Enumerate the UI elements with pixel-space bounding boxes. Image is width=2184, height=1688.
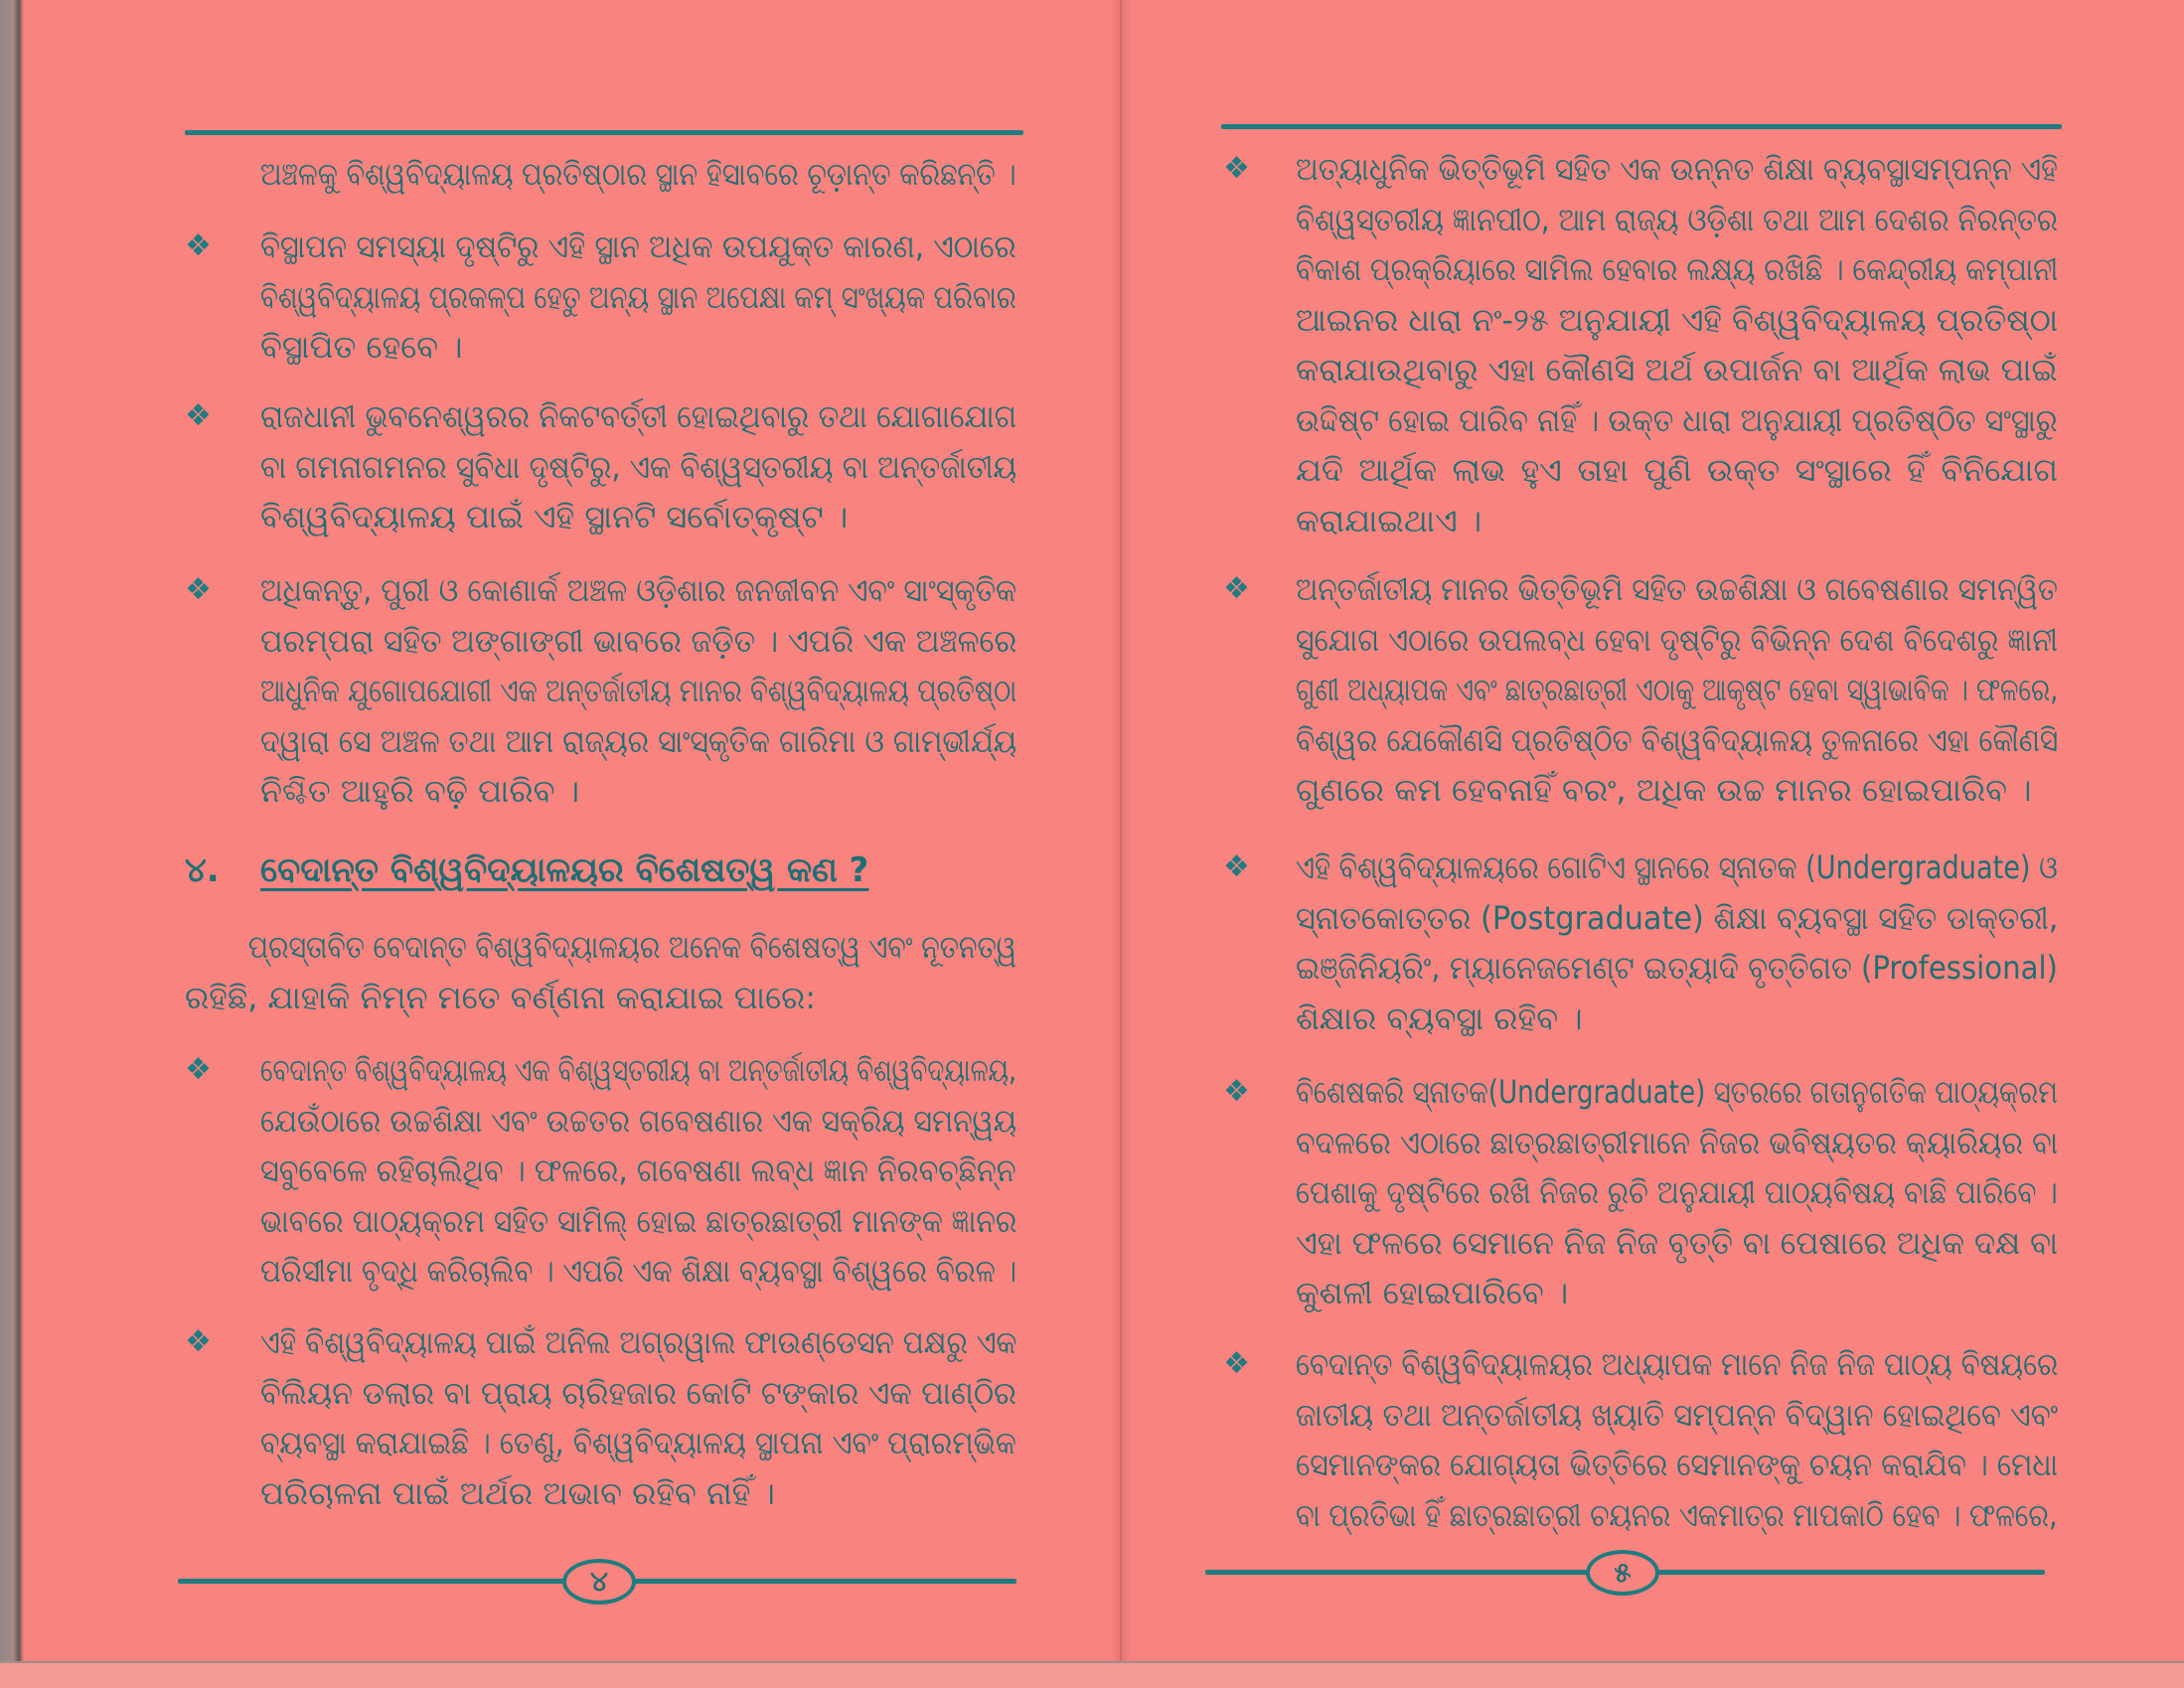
text-line: କରାଯାଇଥାଏ । — [1296, 501, 1482, 539]
section-title: ବେଦାନ୍ତ ବିଶ୍ୱବିଦ୍ୟାଳୟର ବିଶେଷତ୍ୱ କଣ ? — [260, 850, 869, 890]
text-line: ଯଦି ଆର୍ଥିକ ଲାଭ ହୁଏ ତାହା ପୁଣି ଉକ୍ତ ସଂସ୍ଥାରେ ହିଁ ବିନିଯୋଗ — [1296, 451, 2058, 489]
page-number: ୫ — [1586, 1550, 1659, 1596]
text-line: ପେଶାକୁ ଦୃଷ୍ଟିରେ ରଖି ନିଜର ରୁଚି ଅନୁଯାୟୀ ପାଠ୍ୟବିଷୟ ବାଛି ପାରିବେ । — [1296, 1173, 2058, 1211]
text-line: ପ୍ରସ୍ତାବିତ ବେଦାନ୍ତ ବିଶ୍ୱବିଦ୍ୟାଳୟର ଅନେକ ବିଶେଷତ୍ୱ ଏବଂ ନୂତନତ୍ୱ — [247, 928, 1016, 966]
text-line: ବିସ୍ଥାପିତ ହେବେ । — [260, 328, 463, 366]
text-line: ଅତ୍ୟାଧୁନିକ ଭିତ୍ତିଭୂମି ସହିତ ଏକ ଉନ୍ନତ ଶିକ୍ଷା ବ୍ୟବସ୍ଥାସମ୍ପନ୍ନ ଏହି — [1296, 150, 2058, 188]
bullet-item — [1296, 1067, 2058, 1318]
text-line: ବିଶ୍ୱବିଦ୍ୟାଳୟ ପ୍ରକଳ୍ପ ହେତୁ ଅନ୍ୟ ସ୍ଥାନ ଅପେକ୍ଷା କମ୍ ସଂଖ୍ୟକ ପରିବାର — [260, 277, 1016, 316]
diamond-bullet-icon — [1223, 1339, 1250, 1390]
text-line: ପରମ୍ପରା ସହିତ ଅଙ୍ଗାଙ୍ଗୀ ଭାବରେ ଜଡ଼ିତ । ଏପରି ଏକ ଅଞ୍ଚଳରେ — [260, 621, 1017, 660]
text-line: ଦ୍ୱାରା ସେ ଅଞ୍ଚଳ ତଥା ଆମ ରାଜ୍ୟର ସାଂସ୍କୃତିକ ଗାରିମା ଓ ଗାମ୍ଭୀର୍ଯ୍ୟ — [260, 721, 1017, 760]
text-line: ବେଦାନ୍ତ ବିଶ୍ୱବିଦ୍ୟାଳୟ ଏକ ବିଶ୍ୱସ୍ତରୀୟ ବା ଅନ୍ତର୍ଜାତୀୟ ବିଶ୍ୱବିଦ୍ୟାଳୟ, — [260, 1051, 1016, 1089]
bullet-item — [1296, 843, 2058, 1043]
text-line: ବିଲିୟନ ଡଲାର ବା ପ୍ରାୟ ଚାରିହଜାର କୋଟି ଟଙ୍କାର ଏକ ପାଣ୍ଠିର — [260, 1373, 1017, 1412]
text-line: ଅନ୍ତର୍ଜାତୀୟ ମାନର ଭିତ୍ତିଭୂମି ସହିତ ଉଚ୍ଚଶିକ୍ଷା ଓ ଗବେଷଣାର ସମନ୍ୱିତ — [1296, 570, 2059, 608]
text-line: ବା ପ୍ରତିଭା ହିଁ ଛାତ୍ରଛାତ୍ରୀ ଚୟନର ଏକମାତ୍ର ମାପକାଠି ହେବ । ଫଳରେ, — [1296, 1495, 2058, 1534]
text-line: ସୁଯୋଗ ଏଠାରେ ଉପଲବ୍ଧ ହେବା ଦୃଷ୍ଟିରୁ ବିଭିନ୍ନ ଦେଶ ବିଦେଶରୁ ଜ୍ଞାନୀ — [1296, 620, 2058, 659]
text-line: ବା ଗମନାଗମନର ସୁବିଧା ଦୃଷ୍ଟିରୁ, ଏକ ବିଶ୍ୱସ୍ତରୀୟ ବା ଅନ୍ତର୍ଜାତୀୟ — [260, 447, 1017, 486]
diamond-bullet-icon — [1223, 843, 1250, 893]
bullet-item — [1296, 1339, 2058, 1540]
text-line: ଗୁଣରେ କମ ହେବନାହିଁ ବରଂ, ଅଧିକ ଉଚ୍ଚ ମାନର ହୋଇପାରିବ । — [1296, 771, 2032, 809]
text-line: ନିଶ୍ଚିତ ଆହୁରି ବଢ଼ି ପାରିବ । — [260, 772, 580, 810]
section-number: ୪. — [185, 850, 220, 890]
text-line: ବଦଳରେ ଏଠାରେ ଛାତ୍ରଛାତ୍ରୀମାନେ ନିଜର ଭବିଷ୍ୟତର କ୍ୟାରିୟର ବା — [1296, 1123, 2059, 1161]
text-line: ବିସ୍ଥାପନ ସମସ୍ୟା ଦୃଷ୍ଟିରୁ ଏହି ସ୍ଥାନ ଅଧିକ ଉପଯୁକ୍ତ କାରଣ, ଏଠାରେ — [260, 228, 1016, 265]
text-line: ବିଶ୍ୱର ଯେକୌଣସି ପ୍ରତିଷ୍ଠିତ ବିଶ୍ୱବିଦ୍ୟାଳୟ ତୁଳନାରେ ଏହା କୌଣସି — [1296, 720, 2059, 759]
text-line: ବ୍ୟବସ୍ଥା କରାଯାଇଛି । ତେଣୁ, ବିଶ୍ୱବିଦ୍ୟାଳୟ ସ୍ଥାପନା ଏବଂ ପ୍ରାରମ୍ଭିକ — [260, 1424, 1016, 1461]
bullet-item — [1296, 564, 2058, 816]
text-line: ରାଜଧାନୀ ଭୁବନେଶ୍ୱରର ନିକଟବର୍ତ୍ତୀ ହୋଇଥିବାରୁ ତଥା ଯୋଗାଯୋଗ — [260, 397, 1017, 435]
bullet-item — [1296, 144, 2058, 545]
text-line: ଭାବରେ ପାଠ୍ୟକ୍ରମ ସହିତ ସାମିଲ୍ ହୋଇ ଛାତ୍ରଛାତ୍ରୀ ମାନଙ୍କ ଜ୍ଞାନର — [260, 1201, 1017, 1240]
page-number: ୪ — [562, 1559, 636, 1605]
text-line: ସ୍ନାତକୋତ୍ତର (Postgraduate) ଶିକ୍ଷା ବ୍ୟବସ୍ଥା ସହିତ ଡାକ୍ତରୀ, — [1296, 898, 2059, 937]
text-line: ଅଧିକନ୍ତୁ, ପୁରୀ ଓ କୋଣାର୍କ ଅଞ୍ଚଳ ଓଡ଼ିଶାର ଜନଜୀବନ ଏବଂ ସାଂସ୍କୃତିକ — [260, 571, 1017, 609]
text-line: ଉଦ୍ଦିଷ୍ଟ ହୋଇ ପାରିବ ନାହିଁ । ଉକ୍ତ ଧାରା ଅନୁଯାୟୀ ପ୍ରତିଷ୍ଠିତ ସଂସ୍ଥାରୁ — [1296, 400, 2058, 439]
text-line: ଜାତୀୟ ତଥା ଅନ୍ତର୍ଜାତୀୟ ଖ୍ୟାତି ସମ୍ପନ୍ନ ବିଦ୍ୱାନ ହୋଇଥିବେ ଏବଂ — [1296, 1395, 2059, 1434]
text-line: ଶିକ୍ଷାର ବ୍ୟବସ୍ଥା ରହିବ । — [1296, 998, 1583, 1037]
text-line: ବିକାଶ ପ୍ରକ୍ରିୟାରେ ସାମିଲ ହେବାର ଲକ୍ଷ୍ୟ ରଖିଛି । କେନ୍ଦ୍ରୀୟ କମ୍ପାନୀ — [1296, 250, 2059, 288]
text-line: ଆଇନର ଧାରା ନଂ-୨୫ ଅନୁଯାୟୀ ଏହି ବିଶ୍ୱବିଦ୍ୟାଳୟ ପ୍ରତିଷ୍ଠା — [1296, 300, 2059, 339]
text-line: ପରିସୀମା ବୃଦ୍ଧି କରିଚାଲିବ । ଏପରି ଏକ ଶିକ୍ଷା ବ୍ୟବସ୍ଥା ବିଶ୍ୱରେ ବିରଳ । — [260, 1252, 1017, 1290]
text-line: ରହିଛି, ଯାହାକି ନିମ୍ନ ମତେ ବର୍ଣ୍ଣନା କରାଯାଇ ପାରେ: — [185, 978, 817, 1016]
text-line: ବିଶ୍ୱସ୍ତରୀୟ ଜ୍ଞାନପୀଠ, ଆମ ରାଜ୍ୟ ଓଡ଼ିଶା ତଥା ଆମ ଦେଶର ନିରନ୍ତର — [1296, 200, 2058, 238]
diamond-bullet-icon — [1223, 1067, 1250, 1118]
text-line: ଆଧୁନିକ ଯୁଗୋପଯୋଗୀ ଏକ ଅନ୍ତର୍ଜାତୀୟ ମାନର ବିଶ୍ୱବିଦ୍ୟାଳୟ ପ୍ରତିଷ୍ଠା — [260, 672, 1017, 709]
text-line: ଏହା ଫଳରେ ସେମାନେ ନିଜ ନିଜ ବୃତ୍ତି ବା ପେଷାରେ ଅଧିକ ଦକ୍ଷ ବା — [1296, 1223, 2059, 1262]
text-line: ଯେଉଁଠାରେ ଉଚ୍ଚଶିକ୍ଷା ଏବଂ ଉଚ୍ଚତର ଗବେଷଣାର ଏକ ସକ୍ରିୟ ସମନ୍ୱୟ — [260, 1101, 1017, 1140]
text-line: କରାଯାଉଥିବାରୁ ଏହା କୌଣସି ଅର୍ଥ ଉପାର୍ଜନ ବା ଆର୍ଥିକ ଲାଭ ପାଇଁ — [1296, 351, 2058, 388]
text-line: ଏହି ବିଶ୍ୱବିଦ୍ୟାଳୟ ପାଇଁ ଅନିଲ ଅଗ୍ରୱାଲ ଫାଉଣ୍ଡେସନ ପକ୍ଷରୁ ଏକ — [260, 1323, 1017, 1361]
diamond-bullet-icon — [1223, 564, 1250, 615]
text-line: ସବୁବେଳେ ରହିଚାଲିଥିବ । ଫଳରେ, ଗବେଷଣା ଲବ୍ଧ ଜ୍ଞାନ ନିରବଚ୍ଛିନ୍ନ — [260, 1151, 1016, 1189]
text-line: ବିଶ୍ୱବିଦ୍ୟାଳୟ ପାଇଁ ଏହି ସ୍ଥାନଟି ସର୍ବୋତ୍କୃଷ୍ଟ । — [260, 498, 849, 536]
text-line: ଗୁଣୀ ଅଧ୍ୟାପକ ଏବଂ ଛାତ୍ରଛାତ୍ରୀ ଏଠାକୁ ଆକୃଷ୍ଟ ହେବା ସ୍ୱାଭାବିକ । ଫଳରେ, — [1296, 671, 2059, 708]
text-line: ଏହି ବିଶ୍ୱବିଦ୍ୟାଳୟରେ ଗୋଟିଏ ସ୍ଥାନରେ ସ୍ନାତକ (Undergraduate) ଓ — [1296, 848, 2058, 886]
text-line: ଅଞ୍ଚଳକୁ ବିଶ୍ୱବିଦ୍ୟାଳୟ ପ୍ରତିଷ୍ଠାର ସ୍ଥାନ ହିସାବରେ ଚୂଡ଼ାନ୍ତ କରିଛନ୍ତି । — [260, 155, 1016, 193]
text-line: ପରିଚାଳନା ପାଇଁ ଅର୍ଥର ଅଭାବ ରହିବ ନାହିଁ । — [260, 1473, 775, 1512]
text-line: ଇଞ୍ଜିନିୟରିଂ, ମ୍ୟାନେଜମେଣ୍ଟ ଇତ୍ୟାଦି ବୃତ୍ତିଗତ (Professional) — [1296, 949, 2058, 987]
text-line: ବେଦାନ୍ତ ବିଶ୍ୱବିଦ୍ୟାଳୟର ଅଧ୍ୟାପକ ମାନେ ନିଜ ନିଜ ପାଠ୍ୟ ବିଷୟରେ — [1296, 1345, 2059, 1383]
diamond-bullet-icon — [1223, 144, 1250, 195]
text-line: କୁଶଳୀ ହୋଇପାରିବେ । — [1296, 1274, 1569, 1311]
text-line: ବିଶେଷକରି ସ୍ନାତକ(Undergraduate) ସ୍ତରରେ ଗତାନୁଗତିକ ପାଠ୍ୟକ୍ରମ — [1296, 1073, 2058, 1111]
text-line: ସେମାନଙ୍କର ଯୋଗ୍ୟତା ଭିତ୍ତିରେ ସେମାନଙ୍କୁ ଚୟନ କରାଯିବ । ମେଧା — [1296, 1446, 2059, 1483]
